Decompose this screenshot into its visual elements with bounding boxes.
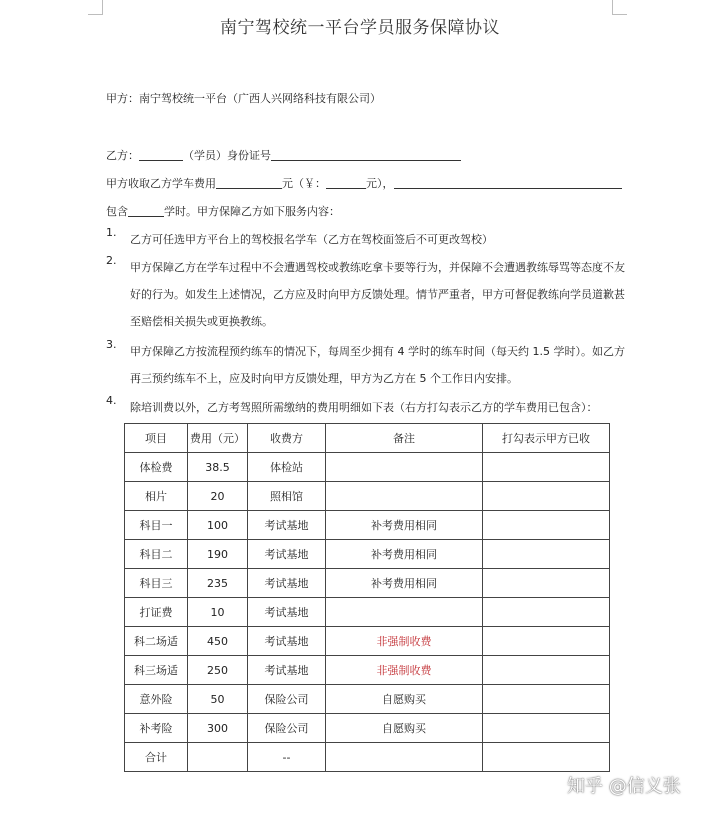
clause-2	[106, 254, 625, 328]
cell-fee: 50	[188, 685, 248, 714]
cell-payee: 体检站	[248, 453, 326, 482]
fee-words-blank[interactable]	[394, 177, 622, 189]
fee-yuan-label: 元（￥：	[282, 177, 326, 190]
cell-note	[326, 482, 483, 511]
cell-fee: 235	[188, 569, 248, 598]
cell-item: 科目三	[125, 569, 188, 598]
cell-payee: 照相馆	[248, 482, 326, 511]
name-blank[interactable]	[139, 149, 183, 161]
cell-check[interactable]	[483, 598, 610, 627]
id-number-blank[interactable]	[271, 149, 461, 161]
party-b-label: 乙方：	[106, 149, 139, 162]
cell-check[interactable]	[483, 743, 610, 772]
include-line	[106, 203, 340, 219]
clause-number: 3.	[106, 338, 117, 351]
clause-4	[106, 394, 598, 414]
cell-fee: 300	[188, 714, 248, 743]
fee-amount-blank[interactable]	[216, 177, 282, 189]
header-check: 打勾表示甲方已收	[483, 424, 610, 453]
table-row	[125, 482, 610, 511]
table-row	[125, 656, 610, 685]
cell-item: 科目一	[125, 511, 188, 540]
table-header-row	[125, 424, 610, 453]
cell-check[interactable]	[483, 627, 610, 656]
cell-note: 补考费用相同	[326, 511, 483, 540]
cell-payee: 考试基地	[248, 511, 326, 540]
cell-fee: 190	[188, 540, 248, 569]
clause-1	[106, 226, 493, 246]
include-suffix: 学时。甲方保障乙方如下服务内容：	[164, 205, 340, 218]
cell-check[interactable]	[483, 685, 610, 714]
clause-text: 乙方可任选甲方平台上的驾校报名学车（乙方在驾校面签后不可更改驾校）	[130, 233, 493, 246]
cell-item: 意外险	[125, 685, 188, 714]
cell-item: 相片	[125, 482, 188, 511]
table-row	[125, 743, 610, 772]
cell-note: 补考费用相同	[326, 569, 483, 598]
cell-check[interactable]	[483, 482, 610, 511]
cell-note: 非强制收费	[326, 656, 483, 685]
cell-item: 科目二	[125, 540, 188, 569]
student-id-label: （学员）身份证号	[183, 149, 271, 162]
cell-payee: 保险公司	[248, 685, 326, 714]
zhihu-watermark: 知乎 @信义张	[567, 776, 681, 797]
cell-item: 补考险	[125, 714, 188, 743]
header-fee: 费用（元）	[188, 424, 248, 453]
fee-number-blank[interactable]	[326, 177, 366, 189]
header-payee: 收费方	[248, 424, 326, 453]
cell-check[interactable]	[483, 453, 610, 482]
include-prefix: 包含	[106, 205, 128, 218]
table-row	[125, 569, 610, 598]
clause-text: 甲方保障乙方在学车过程中不会遭遇驾校或教练吃拿卡要等行为，并保障不会遭遇教练辱骂等态度不友好的行为。如发生上述情况，乙方应及时向甲方反馈处理。情节严重者，甲方可督促教练向学员道歉甚至赔偿相关损失或更换教练。	[130, 261, 625, 328]
cell-payee: 考试基地	[248, 540, 326, 569]
table-row	[125, 598, 610, 627]
cell-payee: 考试基地	[248, 598, 326, 627]
cell-note: 自愿购买	[326, 685, 483, 714]
cell-payee: 保险公司	[248, 714, 326, 743]
fee-table	[124, 423, 610, 772]
cell-payee: 考试基地	[248, 627, 326, 656]
cell-check[interactable]	[483, 511, 610, 540]
table-row	[125, 540, 610, 569]
cell-note	[326, 453, 483, 482]
fee-yuan-close: 元），	[366, 177, 394, 190]
cell-fee: 20	[188, 482, 248, 511]
cell-item: 合计	[125, 743, 188, 772]
cell-item: 科三场适	[125, 656, 188, 685]
clause-number: 2.	[106, 254, 117, 267]
clause-3	[106, 338, 625, 385]
table-row	[125, 627, 610, 656]
table-row	[125, 685, 610, 714]
fee-line	[106, 175, 622, 191]
cell-check[interactable]	[483, 540, 610, 569]
fee-line-prefix: 甲方收取乙方学车费用	[106, 177, 216, 190]
cell-note: 非强制收费	[326, 627, 483, 656]
cell-fee: 250	[188, 656, 248, 685]
header-note: 备注	[326, 424, 483, 453]
cell-note: 自愿购买	[326, 714, 483, 743]
cell-check[interactable]	[483, 656, 610, 685]
table-row	[125, 511, 610, 540]
clause-text: 甲方保障乙方按流程预约练车的情况下，每周至少拥有 4 学时的练车时间（每天约 1.5 学时）。如乙方再三预约练车不上，应及时向甲方反馈处理，甲方为乙方在 5 个工作日内安排。	[130, 345, 625, 385]
cell-check[interactable]	[483, 714, 610, 743]
cell-fee: 100	[188, 511, 248, 540]
table-row	[125, 453, 610, 482]
cell-check[interactable]	[483, 569, 610, 598]
cell-note	[326, 598, 483, 627]
cell-note	[326, 743, 483, 772]
document-title: 南宁驾校统一平台学员服务保障协议	[220, 18, 500, 38]
hours-blank[interactable]	[128, 205, 164, 217]
clause-text: 除培训费以外，乙方考驾照所需缴纳的费用明细如下表（右方打勾表示乙方的学车费用已包含）：	[130, 401, 598, 414]
cell-item: 科二场适	[125, 627, 188, 656]
cell-fee	[188, 743, 248, 772]
cell-fee: 450	[188, 627, 248, 656]
cell-fee: 10	[188, 598, 248, 627]
table-row	[125, 714, 610, 743]
cell-payee: 考试基地	[248, 656, 326, 685]
cell-fee: 38.5	[188, 453, 248, 482]
cell-note: 补考费用相同	[326, 540, 483, 569]
header-item: 项目	[125, 424, 188, 453]
cell-item: 体检费	[125, 453, 188, 482]
clause-number: 4.	[106, 394, 117, 407]
cell-payee: --	[248, 743, 326, 772]
cell-item: 打证费	[125, 598, 188, 627]
clause-number: 1.	[106, 226, 117, 239]
party-a-line: 甲方：南宁驾校统一平台（广西人兴网络科技有限公司）	[106, 92, 381, 105]
cell-payee: 考试基地	[248, 569, 326, 598]
party-b-line	[106, 147, 461, 163]
